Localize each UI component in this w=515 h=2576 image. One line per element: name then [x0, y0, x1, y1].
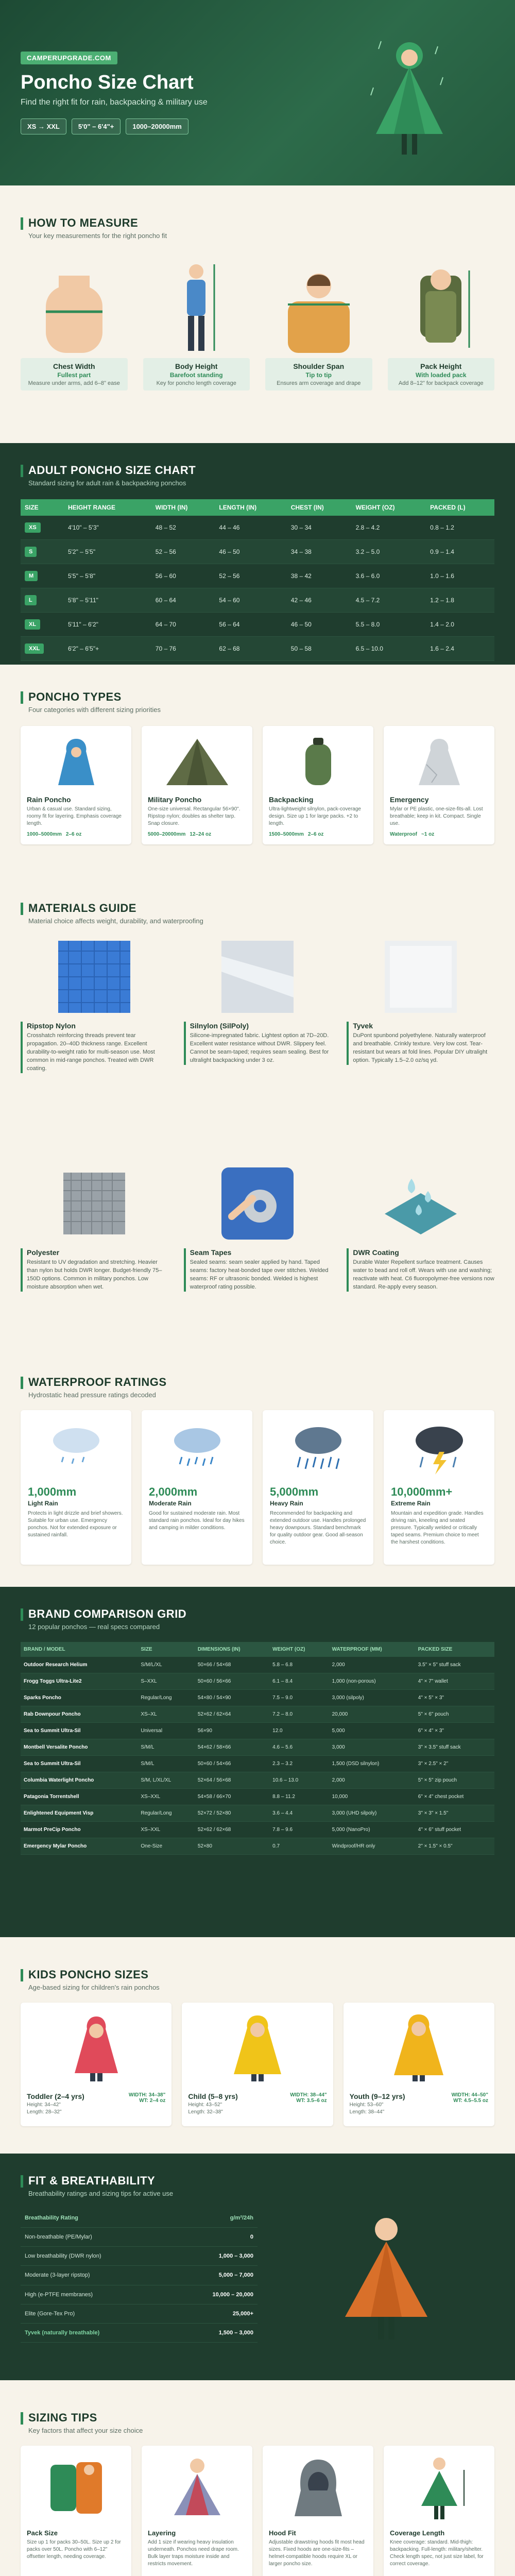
- table-row: Sea to Summit Ultra-Sil Universal 56×90 12.0 5,000 6" × 4" × 3": [21, 1723, 494, 1739]
- table-row: L 5'8" – 5'11" 60 – 64 54 – 60 42 – 46 4.5 – 7.2 1.2 – 1.8: [21, 588, 494, 613]
- measure-card-pack: Pack Height With loaded pack Add 8–12" for backpack coverage: [388, 255, 495, 391]
- kid-card-toddler: Toddler (2–4 yrs) Height: 34–42" Length: 28–32" WIDTH: 34–38" WT: 2–4 oz: [21, 2003, 171, 2126]
- breathability-table: [21, 2209, 258, 2343]
- rating-card-extreme: 10,000mm+ Extreme Rain Mountain and expedition grade. Handles driving rain, kneeling and seated pressure. Typically welded or critically taped seams. Premium choice to meet the harshest conditions.: [384, 1410, 494, 1565]
- section-title: FIT & BREATHABILITY: [28, 2174, 156, 2187]
- toddler-poncho-icon: [65, 2011, 127, 2083]
- type-card-emergency: Emergency Mylar or PE plastic, one-size-fits-all. Lost breathable; keep in kit. Compact. Single use. Waterproof ~1 oz: [384, 726, 494, 844]
- table-row: Frogg Toggs Ultra-Lite2 S–XXL 50×60 / 56×66 6.1 – 8.4 1,000 (non-porous) 4" × 7" wallet: [21, 1673, 494, 1690]
- type-card-backpacking: Backpacking Ultra-lightweight silnylon, pack-coverage design. Size up 1 for large packs. +2 to length. 1500–5000mm 2–6 oz: [263, 726, 373, 844]
- waterproof-ratings-section: [0, 1360, 515, 1566]
- page-subtitle: Find the right fit for rain, backpacking & military use: [21, 98, 208, 107]
- table-row: XXL 6'2" – 6'5"+ 70 – 76 62 – 68 50 – 58 6.5 – 10.0 1.6 – 2.4: [21, 637, 494, 661]
- brand-comparison-table: BRAND / MODEL SIZE DIMENSIONS (IN) WEIGHT (OZ) WATERPROOF (MM) PACKED SIZE Outdoor Research Helium S/M/L/XL 50×66 / 54×68 5.8 – 6.8 2,000 3.5" × 5" stuff sack Frogg Toggs Ultra-Lite2 S–XXL 50×60 / 56×66 6.1 – 8.4 1,000 (non-porous) 4" × 7" wallet Sparks Poncho Regular/Long 54×80 / 54×90 7.5 – 9.0 3,000 (silpoly) 4" × 5" × 3" Rab Downpour Poncho XS–XL 52×62 / 62×64 7.2 – 8.0 20,000 5" × 6" pouch Sea to Summit Ultra-Sil Universal 56×90 12.0 5,000 6" × 4" × 3" Montbell Versalite Poncho S/M/L 54×62 / 58×66 4.6 – 5.6 3,000 3" × 3.5" stuff sack Sea to Summit Ultra-Sil S/M/L 50×60 / 54×66 2.3 – 3.2 1,500 (DSD silnylon) 3" × 2.5" × 2" Columbia Waterlight Poncho S/M, L/XL/XL 52×64 / 56×68 10.6 – 13.0 2,000 5" × 5" zip pouch Patagonia Torrentshell XS–XXL 54×58 / 66×70 8.8 – 11.2 10,000 6" × 4" chest pocket Enlightened Equipment Visp Regular/Long 52×72 / 52×80 3.6 – 4.4 3,000 (UHD silpoly) 3" × 3" × 1.5" Marmot PreCip Poncho XS–XXL 52×62 / 62×68 7.8 – 9.6 5,000 (NanoPro) 4" × 6" stuff pocket Emergency Mylar Poncho One-Size 52×80 0.7 Windproof/HR only 2" × 1.5" × 0.5": [21, 1642, 494, 1855]
- poncho-types-section: [0, 675, 515, 866]
- section-title: BRAND COMPARISON GRID: [28, 1607, 187, 1620]
- table-row: M 5'5" – 5'8" 56 – 60 52 – 56 38 – 42 3.6 – 6.0 1.0 – 1.6: [21, 564, 494, 588]
- section-subtitle: Breathability ratings and sizing tips for active use: [28, 2190, 174, 2197]
- table-row: Rab Downpour Poncho XS–XL 52×62 / 62×64 7.2 – 8.0 20,000 5" × 6" pouch: [21, 1706, 494, 1723]
- table-row: XL 5'11" – 6'2" 64 – 70 56 – 64 46 – 50 5.5 – 8.0 1.4 – 2.0: [21, 613, 494, 637]
- height-measure-icon: [170, 260, 222, 353]
- tyvek-fabric-icon: [385, 941, 457, 1013]
- heavy-rain-cloud-icon: [287, 1420, 349, 1477]
- coverage-length-icon: [408, 2454, 470, 2521]
- military-poncho-icon: [164, 734, 231, 790]
- hero-banner: [0, 0, 515, 185]
- brand-comparison-section: [0, 1587, 515, 1937]
- sizing-tips-section: [0, 2401, 515, 2576]
- rating-card-light: 1,000mm Light Rain Protects in light drizzle and brief showers. Suitable for urban use. Emergency ponchos. Not for extended exposure or sustained rainfall.: [21, 1410, 131, 1565]
- chest-measure-icon: [36, 265, 113, 353]
- section-subtitle: Key factors that affect your size choice: [28, 2427, 143, 2434]
- section-subtitle: 12 popular ponchos — real specs compared: [28, 1623, 160, 1631]
- table-row: Marmot PreCip Poncho XS–XXL 52×62 / 62×68 7.8 – 9.6 5,000 (NanoPro) 4" × 6" stuff pocket: [21, 1822, 494, 1838]
- section-subtitle: Standard sizing for adult rain & backpacking ponchos: [28, 479, 186, 487]
- table-row: Low breathability (DWR nylon) 1,000 – 3,000: [21, 2247, 258, 2266]
- hood-icon: [287, 2454, 349, 2521]
- table-row: Elite (Gore-Tex Pro) 25,000+: [21, 2304, 258, 2323]
- measure-card-height: Body Height Barefoot standing Key for poncho length coverage: [143, 255, 250, 391]
- section-title: ADULT PONCHO SIZE CHART: [28, 464, 196, 477]
- table-row: Non-breathable (PE/Mylar) 0: [21, 2228, 258, 2247]
- section-title: PONCHO TYPES: [28, 690, 122, 703]
- table-row: Tyvek (naturally breathable) 1,500 – 3,000: [21, 2323, 258, 2342]
- dwr-droplets-icon: [380, 1167, 462, 1240]
- table-row: XS 4'10" – 5'3" 48 – 52 44 – 46 30 – 34 2.8 – 4.2 0.8 – 1.2: [21, 516, 494, 540]
- section-title: KIDS PONCHO SIZES: [28, 1968, 149, 1981]
- table-row: S 5'2" – 5'5" 52 – 56 46 – 50 34 – 38 3.2 – 5.0 0.9 – 1.4: [21, 540, 494, 564]
- material-card-tyvek: Tyvek DuPont spunbond polyethylene. Naturally waterproof and breathable. Crinkly texture. Very low cost. Tear-resistant but wears at fold lines. Popular DIY ultralight option. Typically 1.5–2.0 oz/sq yd.: [347, 938, 494, 1149]
- rating-card-moderate: 2,000mm Moderate Rain Good for sustained moderate rain. Most standard rain ponchos. Ideal for day hikes and camping in milder conditions.: [142, 1410, 252, 1565]
- adult-size-chart-section: [0, 443, 515, 665]
- table-row: Emergency Mylar Poncho One-Size 52×80 0.7 Windproof/HR only 2" × 1.5" × 0.5": [21, 1838, 494, 1855]
- measure-card-chest: Chest Width Fullest part Measure under arms, add 6–8" ease: [21, 255, 128, 391]
- type-card-military: Military Poncho One-size universal. Rectangular 56×90". Ripstop nylon; doubles as shelter tarp. Snap closure. 5000–20000mm 12–24 oz: [142, 726, 252, 844]
- child-poncho-icon: [227, 2011, 288, 2083]
- layering-icon: [166, 2454, 228, 2521]
- section-subtitle: Four categories with different sizing priorities: [28, 706, 161, 714]
- backpack-icon: [45, 2454, 107, 2521]
- material-card-dwr: DWR Coating Durable Water Repellent surface treatment. Causes water to bead and roll off. Wears with use and washing; reactivate with heat. C6 fluoropolymer-free versions now standard. Re-apply every season.: [347, 1165, 494, 1376]
- table-row: Montbell Versalite Poncho S/M/L 54×62 / 58×66 4.6 – 5.6 3,000 3" × 3.5" stuff sack: [21, 1739, 494, 1756]
- table-row: Sparks Poncho Regular/Long 54×80 / 54×90 7.5 – 9.0 3,000 (silpoly) 4" × 5" × 3": [21, 1690, 494, 1706]
- type-card-rain: Rain Poncho Urban & casual use. Standard sizing, roomy fit for layering. Emphasis coverage length. 1000–5000mm 2–6 oz: [21, 726, 131, 844]
- section-title: WATERPROOF RATINGS: [28, 1376, 167, 1388]
- table-row: Moderate (3-layer ripstop) 5,000 – 7,000: [21, 2266, 258, 2285]
- tip-card-hood-fit: Hood Fit Adjustable drawstring hoods fit most head sizes. Fixed hoods are one-size-fits – helmet-compatible hoods require XL or larger poncho size.: [263, 2446, 373, 2576]
- kid-card-youth: Youth (9–12 yrs) Height: 53–60" Length: 38–44" WIDTH: 44–50" WT: 4.5–5.5 oz: [344, 2003, 494, 2126]
- section-title: MATERIALS GUIDE: [28, 902, 136, 914]
- ripstop-fabric-icon: [58, 941, 130, 1013]
- table-row: High (e-PTFE membranes) 10,000 – 20,000: [21, 2285, 258, 2304]
- page-title: Poncho Size Chart: [21, 72, 194, 93]
- table-row: Enlightened Equipment Visp Regular/Long 52×72 / 52×80 3.6 – 4.4 3,000 (UHD silpoly) 3" × 3" × 1.5": [21, 1805, 494, 1822]
- site-badge[interactable]: CAMPERUPGRADE.COM: [21, 52, 117, 64]
- fit-breathability-section: [0, 2154, 515, 2380]
- size-range-pill: XS → XXL: [21, 118, 66, 134]
- tip-card-pack-size: Pack Size Size up 1 for packs 30–50L. Size up 2 for packs over 50L. Poncho with 6–12" offsetter length, needing coverage.: [21, 2446, 131, 2576]
- poncho-person-illustration: [366, 31, 453, 165]
- material-card-polyester: Polyester Resistant to UV degradation and stretching. Heavier than nylon but holds DWR longer. Budget-friendly 75–150D options. Common in military ponchos. Low moisture absorption when wet.: [21, 1165, 168, 1376]
- section-subtitle: Hydrostatic head pressure ratings decoded: [28, 1391, 156, 1399]
- emergency-poncho-icon: [411, 734, 468, 790]
- tip-card-coverage: Coverage Length Knee coverage: standard. Mid-thigh: backpacking. Full-length: military/shelter. Check length spec, not just size label, for correct coverage.: [384, 2446, 494, 2576]
- section-subtitle: Age-based sizing for children's rain ponchos: [28, 1984, 160, 1991]
- waterproof-range-pill: 1000–20000mm: [126, 118, 188, 134]
- adult-size-table: SIZE HEIGHT RANGE WIDTH (IN) LENGTH (IN) CHEST (IN) WEIGHT (OZ) PACKED (L) XS 4'10" – 5'3" 48 – 52 44 – 46 30 – 34 2.8 – 4.2 0.8 – 1.2 S 5'2" – 5'5" 52 – 56 46 – 50 34 – 38 3.2 – 5.0 0.9 – 1.4 M 5'5" – 5'8" 56 – 60 52 – 56 38 – 42 3.6 – 6.0 1.0 – 1.6 L 5'8" – 5'11" 60 – 64 54 – 60 42 – 46 4.5 – 7.2 1.2 – 1.8 XL 5'11" – 6'2" 64 – 70 56 – 64 46 – 50 5.5 – 8.0 1.4 – 2.0 XXL 6'2" – 6'5"+ 70 – 76 62 – 68 50 – 58 6.5 – 10.0 1.6 – 2.4: [21, 499, 494, 661]
- storm-cloud-icon: [408, 1420, 470, 1477]
- material-card-ripstop: Ripstop Nylon Crosshatch reinforcing threads prevent tear propagation. 20–40D thickness range. Excellent durability-to-weight ratio for multi-season use. Most common in mid-range ponchos. Treated with DWR coating.: [21, 938, 168, 1149]
- materials-guide-section: [0, 881, 515, 1370]
- light-rain-cloud-icon: [45, 1420, 107, 1477]
- polyester-fabric-icon: [63, 1173, 125, 1234]
- silnylon-fabric-icon: [221, 941, 294, 1013]
- shoulder-measure-icon: [278, 265, 360, 353]
- orange-poncho-person-icon: [335, 2209, 438, 2343]
- height-range-pill: 5'0" – 6'4"+: [72, 118, 121, 134]
- table-row: Breathability Rating g/m²/24h: [21, 2209, 258, 2228]
- section-title: HOW TO MEASURE: [28, 216, 139, 229]
- rating-card-heavy: 5,000mm Heavy Rain Recommended for backpacking and extended outdoor use. Handles prolonged heavy downpours. Standard benchmark for quality outdoor gear. Good all-season choice.: [263, 1410, 373, 1565]
- section-subtitle: Material choice affects weight, durability, and waterproofing: [28, 917, 203, 925]
- seam-tape-icon: [221, 1167, 294, 1240]
- material-card-seam-tapes: Seam Tapes Sealed seams: seam sealer applied by hand. Taped seams: factory heat-bonded tape over stitches. Welded seams: RF or ultrasonic bonded. Welded is highest waterproof rating possible.: [184, 1165, 332, 1376]
- pack-measure-icon: [402, 260, 479, 353]
- kids-sizes-section: [0, 1958, 515, 2143]
- kid-card-child: Child (5–8 yrs) Height: 43–52" Length: 32–38" WIDTH: 38–44" WT: 3.5–6 oz: [182, 2003, 333, 2126]
- section-title: SIZING TIPS: [28, 2411, 97, 2424]
- tip-card-layering: Layering Add 1 size if wearing heavy insulation underneath. Ponchos need drape room. Bulk layer traps moisture inside and restricts movement.: [142, 2446, 252, 2576]
- rain-poncho-icon: [48, 734, 105, 790]
- moderate-rain-cloud-icon: [166, 1420, 228, 1477]
- table-row: Outdoor Research Helium S/M/L/XL 50×66 / 54×68 5.8 – 6.8 2,000 3.5" × 5" stuff sack: [21, 1657, 494, 1673]
- how-to-measure-section: [0, 216, 515, 417]
- section-subtitle: Your key measurements for the right poncho fit: [28, 232, 167, 240]
- youth-poncho-icon: [388, 2011, 450, 2083]
- table-row: Columbia Waterlight Poncho S/M, L/XL/XL 52×64 / 56×68 10.6 – 13.0 2,000 5" × 5" zip pouch: [21, 1772, 494, 1789]
- measure-card-shoulder: Shoulder Span Tip to tip Ensures arm coverage and drape: [265, 255, 372, 391]
- stuff-sack-icon: [298, 734, 339, 790]
- material-card-silnylon: Silnylon (SilPoly) Silicone-impregnated fabric. Lightest option at 7D–20D. Excellent water resistance without DWR. Slippery feel. Cannot be seam-taped; requires seam sealing. Best for ultralight backpacking under 3 oz.: [184, 938, 332, 1149]
- table-row: Sea to Summit Ultra-Sil S/M/L 50×60 / 54×66 2.3 – 3.2 1,500 (DSD silnylon) 3" × 2.5" × 2": [21, 1756, 494, 1772]
- table-row: Patagonia Torrentshell XS–XXL 54×58 / 66×70 8.8 – 11.2 10,000 6" × 4" chest pocket: [21, 1789, 494, 1805]
